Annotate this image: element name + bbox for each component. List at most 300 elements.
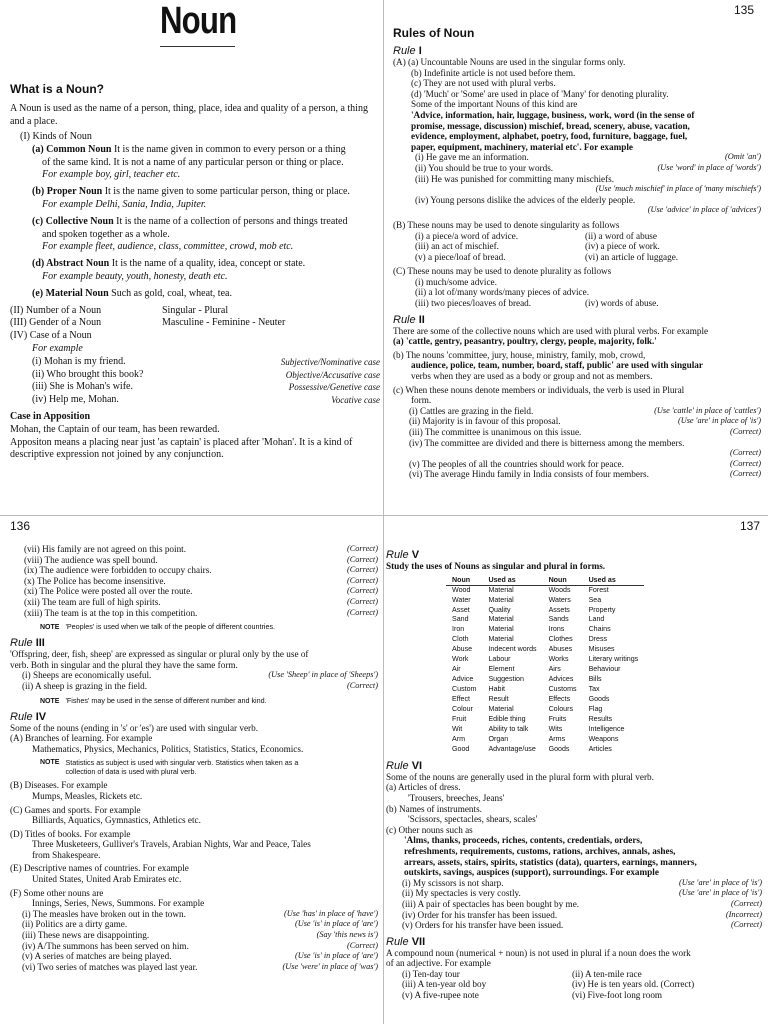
table-cell: Work bbox=[452, 655, 469, 664]
rule-1-noun-line: 'Advice, information, hair, luggage, business, work, word (in the sense of bbox=[411, 109, 695, 120]
rule-4-example-verdict: (Use 'is' in place of 'are') bbox=[294, 919, 378, 929]
rule-1-b-item-left: (v) a piece/loaf of bread. bbox=[415, 251, 506, 262]
rule-4-item-b: (B) Diseases. For example bbox=[10, 780, 108, 791]
table-row bbox=[446, 685, 644, 695]
rule-2-example-continued-text: (x) The Police has become insensitive. bbox=[24, 575, 166, 586]
rule-4-item-d3: from Shakespeare. bbox=[32, 849, 101, 860]
case-sentence: (iv) Help me, Mohan. bbox=[32, 394, 119, 406]
rule-4-example-text: (iii) These news are disappointing. bbox=[22, 930, 150, 941]
note-fishes: NOTE 'Fishes' may be used in the sense of different number and kind. bbox=[40, 695, 267, 705]
rule-2-intro: There are some of the collective nouns which are used with plural verbs. For example bbox=[393, 325, 709, 336]
table-header: Used as bbox=[583, 575, 645, 586]
rule-1-noun-line: paper, equipment, machinery, material etc'. For example bbox=[411, 141, 633, 152]
rule-6-b: (b) Names of instruments. bbox=[386, 803, 482, 814]
rule-7-example bbox=[402, 990, 762, 1001]
rule-2-example-continued bbox=[24, 586, 378, 597]
rule-2-example-text: (ii) Majority is in favour of this proposal. bbox=[409, 416, 561, 427]
collective-noun-example: For example fleet, audience, class, committee, crowd, mob etc. bbox=[42, 241, 294, 253]
rules-page-137 bbox=[386, 544, 762, 1024]
rule-6-nouns bbox=[386, 835, 762, 877]
rule-2-example-continued-text: (vii) His family are not agreed on this point. bbox=[24, 544, 187, 554]
page-number-137: 137 bbox=[740, 519, 761, 533]
table-cell: Sand bbox=[452, 615, 469, 624]
case-sentence: (iii) She is Mohan's wife. bbox=[32, 381, 133, 393]
rule-7-example-left: (v) A five-rupee note bbox=[402, 990, 479, 1001]
rule-7-example-right: (iv) He is ten years old. (Correct) bbox=[572, 979, 695, 990]
table-cell: Waters bbox=[548, 595, 571, 604]
rule-4-item-f2: Innings, Series, News, Summons. For example bbox=[32, 898, 205, 909]
rule-1-c-item: (i) much/some advice. bbox=[415, 276, 497, 287]
rule-2-example-continued-verdict: (Correct) bbox=[346, 544, 378, 553]
rule-2-example bbox=[409, 438, 761, 449]
table-cell: Colours bbox=[548, 705, 574, 714]
rule-2-c bbox=[393, 385, 761, 406]
table-row bbox=[446, 585, 644, 595]
rule-4-item-d: (D) Titles of books. For example bbox=[10, 828, 131, 839]
rule-2-b bbox=[393, 350, 761, 382]
table-cell: Cloth bbox=[452, 635, 469, 644]
apposition-text-1: Appositon means a placing near just 'as captain' is placed after 'Mohan'. It is a kind of bbox=[10, 436, 353, 448]
rule-7-example-right: (ii) A ten-mile race bbox=[572, 968, 642, 979]
rule-3-example-verdict: (Use 'Sheep' in place of 'Sheeps') bbox=[268, 670, 378, 680]
rule-4-a-list: Mathematics, Physics, Mechanics, Politics, Statistics, Statics, Economics. bbox=[32, 743, 304, 754]
table-row bbox=[446, 745, 644, 755]
table-cell: Labour bbox=[488, 655, 511, 664]
rule-2-example-continued bbox=[24, 555, 378, 566]
page-number-136: 136 bbox=[10, 519, 31, 533]
material-noun: (e) Material Noun Such as gold, coal, wheat, tea. bbox=[32, 287, 232, 299]
rule-7-examples bbox=[386, 969, 762, 1001]
rule-4-item-e: (E) Descriptive names of countries. For example bbox=[10, 863, 189, 874]
table-cell: Flag bbox=[588, 705, 603, 714]
case-type: Possessive/Genetive case bbox=[288, 382, 380, 393]
kinds-heading: (I) Kinds of Noun bbox=[20, 131, 92, 142]
table-cell: Indecent words bbox=[488, 645, 537, 654]
table-cell: Material bbox=[488, 625, 514, 634]
table-cell: Goods bbox=[588, 695, 610, 704]
rule-2-c-line: (c) When these nouns denote members or individuals, the verb is used in Plural bbox=[393, 384, 685, 395]
proper-noun-example: For example Delhi, Sania, India, Jupiter. bbox=[42, 198, 207, 210]
rule-3-examples bbox=[10, 670, 378, 691]
case-example-label: For example bbox=[32, 342, 83, 354]
rule-6-noun-line: outskirts, savings, auspices (support), surroundings. For example bbox=[404, 867, 659, 878]
case-type: Vocative case bbox=[331, 395, 380, 406]
rule-4-example-verdict: (Correct) bbox=[346, 940, 378, 950]
rule-4-item-c2: Billiards, Aquatics, Gymnastics, Athletics etc. bbox=[32, 815, 201, 826]
table-cell: Material bbox=[488, 635, 514, 644]
rule-4-title: Rule IV bbox=[10, 710, 47, 723]
rule-1-example bbox=[415, 184, 761, 195]
rule-2-example-verdict: (Correct) bbox=[729, 448, 761, 458]
rule-1-title: Rule I bbox=[393, 45, 422, 57]
rule-6-example bbox=[402, 878, 762, 889]
rules-page-136 bbox=[10, 544, 378, 1024]
rule-6-example-verdict: (Use 'are' in place of 'is') bbox=[678, 877, 762, 887]
rule-1-example bbox=[415, 152, 761, 163]
section-heading: What is a Noun? bbox=[10, 82, 104, 96]
table-cell: Element bbox=[488, 665, 515, 674]
case-sentence: (ii) Who brought this book? bbox=[32, 368, 144, 380]
table-cell: Iron bbox=[452, 625, 465, 634]
rule-6-a-list: 'Trousers, breeches, Jeans' bbox=[408, 792, 505, 803]
table-cell: Assets bbox=[548, 605, 570, 614]
rule-2-examples-continued bbox=[10, 544, 378, 618]
rule-6-c: (c) Other nouns such as bbox=[386, 824, 473, 835]
rule-3-title: Rule III bbox=[10, 637, 45, 650]
collective-noun: (c) Collective Noun It is the name of a collection of persons and things treated bbox=[32, 215, 348, 227]
rule-6-example-text: (ii) My spectacles is very costly. bbox=[402, 888, 521, 899]
rule-4-example-verdict: (Use 'is' in place of 'are') bbox=[294, 951, 378, 961]
table-cell: Ability to talk bbox=[488, 724, 529, 733]
rule-2-example-continued-verdict: (Correct) bbox=[346, 586, 378, 596]
rule-1-b-item-right: (vi) an article of luggage. bbox=[585, 251, 679, 262]
rule-4-example bbox=[22, 930, 378, 941]
rule-6-example-verdict: (Incorrect) bbox=[725, 909, 762, 919]
table-cell: Customs bbox=[548, 685, 577, 694]
page-divider-horizontal bbox=[0, 515, 768, 516]
table-cell: Airs bbox=[548, 665, 561, 674]
case-heading: (IV) Case of a Noun bbox=[10, 330, 92, 342]
rule-1-nouns bbox=[393, 110, 761, 152]
rule-2-example-verdict: (Use 'cattle' in place of 'cattles') bbox=[654, 405, 761, 415]
table-cell: Weapons bbox=[588, 734, 619, 743]
table-cell: Fruits bbox=[548, 714, 567, 723]
rule-6-a: (a) Articles of dress. bbox=[386, 782, 461, 793]
rule-2-example bbox=[409, 427, 761, 438]
rule-2-example-continued-text: (viii) The audience was spell bound. bbox=[24, 554, 158, 565]
table-cell: Material bbox=[488, 595, 514, 604]
intro-text: A Noun is used as the name of a person, thing, place, idea and quality of a person, a thing and a place. bbox=[10, 103, 368, 127]
table-cell: Advice bbox=[452, 675, 474, 684]
table-cell: Air bbox=[452, 665, 461, 674]
rule-4-example bbox=[22, 909, 378, 920]
table-cell: Colour bbox=[452, 705, 473, 714]
rule-7-example-left: (iii) A ten-year old boy bbox=[402, 979, 487, 990]
rule-2-example-continued bbox=[24, 544, 378, 555]
rule-2-example bbox=[409, 448, 761, 459]
apposition-heading: Case in Apposition bbox=[10, 410, 91, 422]
rule-1-a-line: (A) (a) Uncountable Nouns are used in the singular forms only. bbox=[393, 57, 626, 67]
rule-1-example bbox=[415, 195, 761, 206]
note-statistics: NOTE Statistics as subject is used with singular verb. Statistics when taken as a collection of data is used with plural verb. bbox=[40, 758, 299, 777]
rule-6-example-verdict: (Correct) bbox=[730, 920, 762, 930]
table-cell: Literary writings bbox=[588, 655, 639, 664]
rule-4-item-e2: United States, United Arab Emirates etc. bbox=[32, 874, 182, 885]
rule-1-c-left: (iii) two pieces/loaves of bread. bbox=[415, 298, 532, 309]
number-of-noun: (II) Number of a Noun Singular - Plural bbox=[10, 304, 229, 316]
collective-noun-text: and spoken together as a whole. bbox=[42, 228, 170, 240]
rule-2-example-continued-text: (xiii) The team is at the top in this competition. bbox=[24, 607, 198, 618]
rule-2-example-continued-verdict: (Correct) bbox=[346, 565, 378, 575]
rule-1-b-item-left: (iii) an act of mischief. bbox=[415, 241, 499, 252]
table-cell: Asset bbox=[452, 605, 470, 614]
rule-2-example-continued bbox=[24, 597, 378, 608]
abstract-noun: (d) Abstract Noun It is the name of a quality, idea, concept or state. bbox=[32, 258, 306, 270]
rule-1-a-line: (b) Indefinite article is not used before them. bbox=[411, 67, 576, 78]
rule-7-example bbox=[402, 969, 762, 980]
table-cell: Organ bbox=[488, 734, 509, 743]
table-cell: Water bbox=[452, 595, 471, 604]
rule-4-item-f: (F) Some other nouns are bbox=[10, 887, 104, 898]
rule-6-example-text: (iv) Order for his transfer has been issued. bbox=[402, 909, 558, 920]
rule-6-example bbox=[402, 899, 762, 910]
table-row bbox=[446, 596, 644, 606]
rule-1-example bbox=[415, 205, 761, 216]
rule-1-b-item bbox=[415, 252, 761, 263]
rule-4-item-b2: Mumps, Measles, Rickets etc. bbox=[32, 790, 143, 801]
rule-2-example-continued-verdict: (Correct) bbox=[346, 607, 378, 617]
rule-6-noun-line: 'Alms, thanks, proceeds, riches, contents, credentials, orders, bbox=[404, 835, 643, 846]
rule-4-example bbox=[22, 951, 378, 962]
table-cell: Bills bbox=[588, 675, 602, 684]
rule-6-example-verdict: (Correct) bbox=[730, 898, 762, 908]
rule-2-example-text: (iii) The committee is unanimous on this issue. bbox=[409, 427, 582, 437]
rule-2-example-continued-text: (ix) The audience were forbidden to occupy chairs. bbox=[24, 565, 212, 576]
table-cell: Result bbox=[488, 695, 509, 704]
rule-2-example-continued-verdict: (Correct) bbox=[346, 575, 378, 585]
table-row bbox=[446, 655, 644, 665]
table-cell: Dress bbox=[588, 635, 608, 644]
table-cell: Results bbox=[588, 714, 613, 723]
rule-3-example-text: (ii) A sheep is grazing in the field. bbox=[22, 680, 148, 691]
rule-2-example-text: (vi) The average Hindu family in India consists of four members. bbox=[409, 469, 649, 480]
rule-1-example-text: (iv) Young persons dislike the advices of the elderly people. bbox=[415, 194, 636, 205]
rule-1-c-right: (iv) words of abuse. bbox=[585, 298, 659, 309]
rule-2-example-continued-text: (xi) The Police were posted all over the route. bbox=[24, 586, 193, 597]
rule-2-c-line: form. bbox=[411, 395, 432, 406]
rule-1-example-text: (ii) You should be true to your words. bbox=[415, 162, 554, 173]
rule-4-examples bbox=[10, 909, 378, 973]
rule-1-b-item-right: (iv) a piece of work. bbox=[585, 241, 660, 252]
table-cell: Clothes bbox=[548, 635, 573, 644]
rule-1-example-verdict: (Use 'advice' in place of 'advices') bbox=[647, 205, 761, 215]
case-item bbox=[10, 369, 380, 382]
abstract-noun-example: For example beauty, youth, honesty, death etc. bbox=[42, 270, 228, 282]
rule-1-example bbox=[415, 163, 761, 174]
table-row bbox=[446, 735, 644, 745]
rule-6-example-text: (v) Orders for his transfer have been issued. bbox=[402, 920, 564, 931]
case-item bbox=[10, 356, 380, 369]
rule-2-example-continued bbox=[24, 576, 378, 587]
table-row bbox=[446, 625, 644, 635]
rule-2-example-verdict: (Correct) bbox=[729, 458, 761, 468]
table-cell: Habit bbox=[488, 685, 506, 694]
rule-1-a-line: Some of the important Nouns of this kind are bbox=[411, 99, 578, 110]
case-sentence: (i) Mohan is my friend. bbox=[32, 355, 126, 367]
apposition-example: Mohan, the Captain of our team, has been rewarded. bbox=[10, 423, 220, 435]
rule-4-example-verdict: (Use 'were' in place of 'was') bbox=[282, 961, 378, 971]
table-cell: Land bbox=[588, 615, 605, 624]
rule-4-example-text: (i) The measles have broken out in the town. bbox=[22, 908, 186, 919]
rule-3-example-verdict: (Correct) bbox=[346, 680, 378, 690]
rule-2-example-text: (v) The peoples of all the countries should work for peace. bbox=[409, 458, 624, 469]
rule-3-line: verb. Both in singular and the plural they have the same form. bbox=[10, 659, 238, 670]
rule-4-example-text: (v) A series of matches are being played. bbox=[22, 951, 172, 962]
rule-6-example bbox=[402, 888, 762, 899]
note-peoples: NOTE 'Peoples' is used when we talk of the people of different countries. bbox=[40, 622, 276, 632]
rules-of-noun-section bbox=[393, 26, 761, 514]
table-cell: Effects bbox=[548, 695, 571, 704]
table-row bbox=[446, 645, 644, 655]
rule-1-example-verdict: (Omit 'an') bbox=[724, 152, 761, 162]
table-cell: Abuse bbox=[452, 645, 473, 654]
table-row bbox=[446, 715, 644, 725]
rule-7-title: Rule VII bbox=[386, 935, 426, 948]
rule-7-text bbox=[386, 948, 762, 969]
table-cell: Sands bbox=[548, 615, 569, 624]
rule-1-b-heading: (B) These nouns may be used to denote singularity as follows bbox=[393, 219, 620, 230]
rule-4-intro: Some of the nouns (ending in 's' or 'es') are used with singular verb. bbox=[10, 722, 258, 733]
rule-2-a: (a) 'cattle, gentry, peasantry, poultry, clergy, people, majority, folk.' bbox=[393, 336, 657, 347]
table-cell: Custom bbox=[452, 685, 477, 694]
table-cell: Material bbox=[488, 585, 514, 594]
table-row bbox=[446, 615, 644, 625]
table-row bbox=[446, 606, 644, 616]
rule-4-example-text: (vi) Two series of matches was played last year. bbox=[22, 961, 198, 972]
case-item bbox=[10, 381, 380, 394]
rule-6-example bbox=[402, 920, 762, 931]
table-cell: Wits bbox=[548, 724, 563, 733]
rule-4-a: (A) Branches of learning. For example bbox=[10, 733, 153, 744]
case-type: Objective/Accusative case bbox=[285, 369, 380, 380]
rule-1-a-line: (c) They are not used with plural verbs. bbox=[411, 78, 556, 89]
table-cell: Material bbox=[488, 705, 514, 714]
rule-4-item-c: (C) Games and sports. For example bbox=[10, 804, 141, 815]
page-divider-vertical bbox=[383, 0, 384, 1024]
rule-7-example-left: (i) Ten-day tour bbox=[402, 968, 460, 979]
table-cell: Arm bbox=[452, 734, 466, 743]
noun-usage-table bbox=[446, 575, 644, 755]
table-cell: Wood bbox=[452, 585, 471, 594]
table-cell: Intelligence bbox=[588, 724, 625, 733]
rule-2-b-line: verbs when they are used as a body or group and not as members. bbox=[411, 371, 653, 382]
rule-1-example-text: (i) He gave me an information. bbox=[415, 152, 529, 163]
rule-1-b-item bbox=[415, 231, 761, 242]
rule-3-example-text: (i) Sheeps are economically useful. bbox=[22, 670, 152, 681]
table-cell: Edible thing bbox=[488, 714, 526, 723]
table-row bbox=[446, 725, 644, 735]
rule-7-example bbox=[402, 979, 762, 990]
rule-1-example-text: (iii) He was punished for committing many mischiefs. bbox=[415, 173, 615, 184]
rule-1-noun-line: evidence, employment, alphabet, poetry, food, furniture, baggage, fuel, bbox=[411, 131, 688, 142]
table-header: Noun bbox=[446, 575, 482, 586]
rule-3-example bbox=[22, 670, 378, 681]
table-cell: Wit bbox=[452, 724, 463, 733]
rule-1-b-item bbox=[415, 241, 761, 252]
rule-1-c-item bbox=[415, 298, 761, 309]
rule-3-text bbox=[10, 649, 378, 670]
rule-1-b-item-left: (i) a piece/a word of advice. bbox=[415, 230, 519, 241]
rule-2-example bbox=[409, 469, 761, 480]
table-cell: Sea bbox=[588, 595, 602, 604]
rule-1-c bbox=[393, 277, 761, 309]
page-number-135: 135 bbox=[734, 3, 755, 17]
table-cell: Behaviour bbox=[588, 665, 621, 674]
table-cell: Misuses bbox=[588, 645, 615, 654]
rule-2-examples bbox=[393, 406, 761, 480]
table-cell: Tax bbox=[588, 685, 600, 694]
rule-3-example bbox=[22, 681, 378, 692]
rule-1-example-verdict: (Use 'word' in place of 'words') bbox=[657, 162, 761, 172]
case-item bbox=[10, 394, 380, 407]
proper-noun: (b) Proper Noun It is the name given to some particular person, thing or place. bbox=[32, 186, 350, 198]
table-cell: Abuses bbox=[548, 645, 573, 654]
table-cell: Works bbox=[548, 655, 569, 664]
case-list bbox=[10, 356, 380, 407]
rule-7-line: A compound noun (numerical + noun) is not used in plural if a noun does the work bbox=[386, 947, 691, 958]
rule-2-example-verdict: (Use 'are' in place of 'is') bbox=[677, 416, 761, 426]
rule-1-example-verdict: (Use 'much mischief' in place of 'many mischiefs') bbox=[595, 184, 761, 194]
rule-2-example bbox=[409, 459, 761, 470]
common-noun-text: of the same kind. It is not a name of any particular person or thing or place. bbox=[42, 156, 344, 168]
rule-5-intro: Study the uses of Nouns as singular and plural in forms. bbox=[386, 561, 606, 571]
table-cell: Property bbox=[588, 605, 616, 614]
rule-1-a bbox=[393, 57, 761, 110]
rule-4-example bbox=[22, 941, 378, 952]
table-cell: Chains bbox=[588, 625, 611, 634]
table-cell: Advantage/use bbox=[488, 744, 536, 753]
rule-6-title: Rule VI bbox=[386, 759, 423, 772]
rule-1-b bbox=[393, 231, 761, 263]
table-cell: Fruit bbox=[452, 714, 467, 723]
rule-6-noun-line: refreshments, requirements, customs, rations, archives, annals, ashes, bbox=[404, 845, 676, 856]
table-cell: Articles bbox=[588, 744, 612, 753]
rule-6-b-list: 'Scissors, spectacles, shears, scales' bbox=[408, 814, 538, 825]
rule-1-c-heading: (C) These nouns may be used to denote plurality as follows bbox=[393, 266, 612, 277]
rule-7-example-right: (vi) Five-foot long room bbox=[572, 990, 663, 1001]
rule-4-example-verdict: (Use 'has' in place of 'have') bbox=[284, 908, 378, 918]
rule-2-example-continued-verdict: (Correct) bbox=[346, 596, 378, 606]
rule-1-noun-line: promise, message, discussion) mischief, bread, scenery, abuse, vacation, bbox=[411, 120, 690, 131]
table-cell: Goods bbox=[548, 744, 570, 753]
rule-1-example bbox=[415, 174, 761, 185]
rule-2-b-line: (b) The nouns 'committee, jury, house, ministry, family, mob, crowd, bbox=[393, 349, 646, 360]
rule-2-example bbox=[409, 406, 761, 417]
table-cell: Material bbox=[488, 615, 514, 624]
rule-4-example-verdict: (Say 'this news is') bbox=[316, 930, 378, 940]
table-cell: Forest bbox=[588, 585, 609, 594]
rule-2-example-continued-text: (xii) The team are full of high spirits. bbox=[24, 596, 161, 607]
rule-6-intro: Some of the nouns are generally used in the plural form with plural verb. bbox=[386, 771, 654, 782]
rule-3-line: 'Offspring, deer, fish, sheep' are expressed as singular or plural only by the use of bbox=[10, 649, 309, 660]
rule-5-title: Rule V bbox=[386, 549, 420, 561]
table-row bbox=[446, 705, 644, 715]
common-noun-example: For example boy, girl, teacher etc. bbox=[42, 169, 181, 181]
table-cell: Suggestion bbox=[488, 675, 524, 684]
rule-1-a-line: (d) 'Much' or 'Some' are used in place of 'Many' for denoting plurality. bbox=[411, 88, 669, 99]
page-title: Noun bbox=[160, 0, 237, 42]
table-cell: Quality bbox=[488, 605, 511, 614]
table-header: Used as bbox=[482, 575, 542, 586]
rule-2-title: Rule II bbox=[393, 313, 425, 326]
table-cell: Irons bbox=[548, 625, 565, 634]
rule-1-b-item-right: (ii) a word of abuse bbox=[585, 230, 657, 241]
rule-4-items bbox=[10, 780, 378, 909]
rule-2-example bbox=[409, 416, 761, 427]
table-row bbox=[446, 665, 644, 675]
table-row bbox=[446, 635, 644, 645]
table-cell: Arms bbox=[548, 734, 566, 743]
rule-6-example-text: (i) My scissors is not sharp. bbox=[402, 877, 504, 888]
title-underline bbox=[160, 46, 235, 47]
rule-4-example bbox=[22, 962, 378, 973]
rule-2-example-continued bbox=[24, 608, 378, 619]
table-cell: Effect bbox=[452, 695, 471, 704]
case-type: Subjective/Nominative case bbox=[280, 356, 380, 367]
rule-1-c-item: (ii) a lot of/many words/many pieces of advice. bbox=[415, 287, 589, 298]
rule-2-example-continued bbox=[24, 565, 378, 576]
rule-4-item-d2: Three Musketeers, Gulliver's Travels, Arabian Nights, War and Peace, Tales bbox=[32, 839, 311, 850]
